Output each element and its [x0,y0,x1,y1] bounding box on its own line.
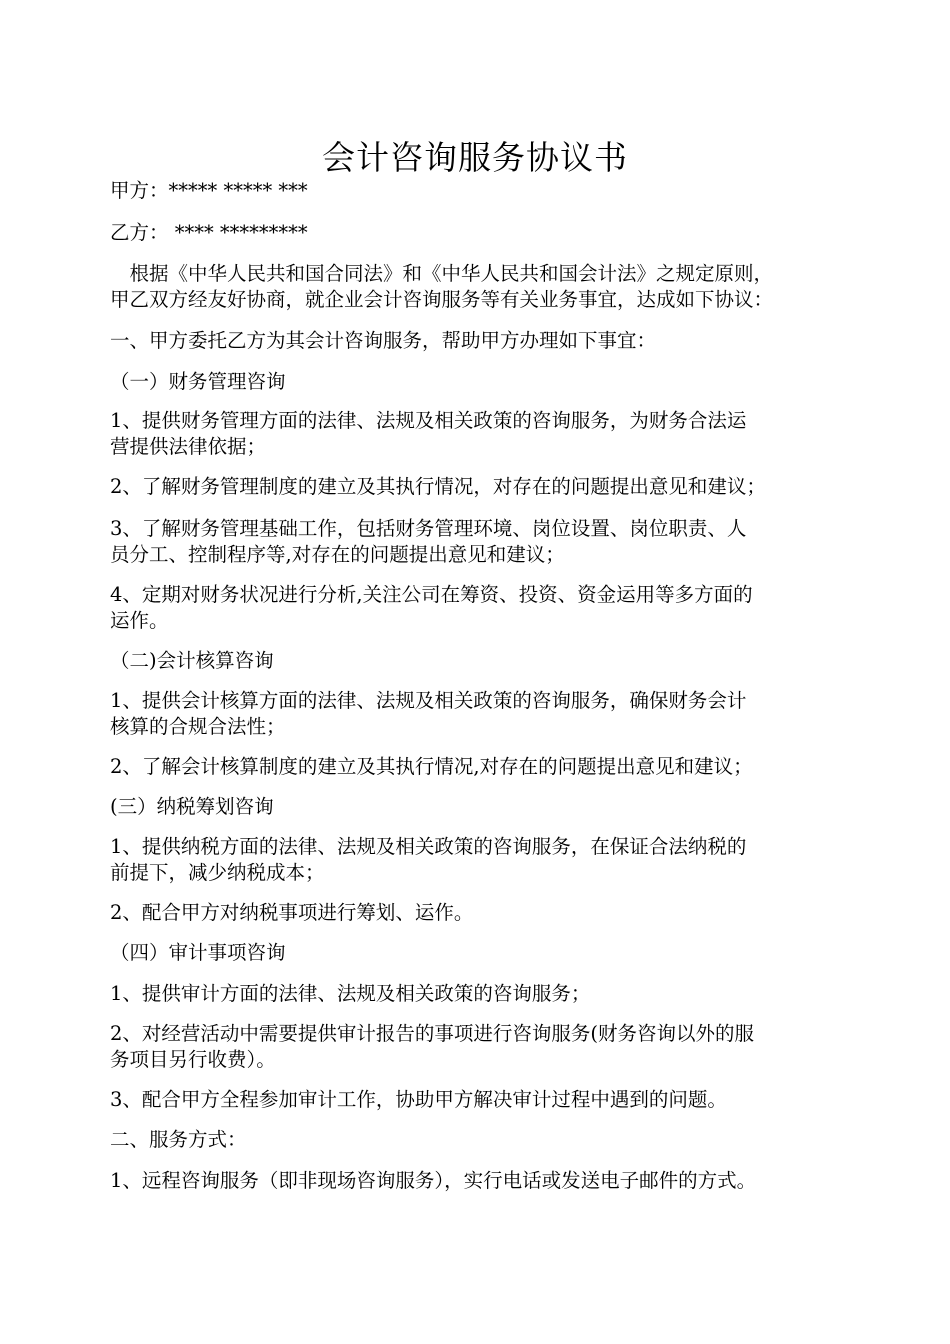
section-heading: 二、服务方式： [110,1128,247,1151]
clause-line: 1、远程咨询服务（即非现场咨询服务），实行电话或发送电子邮件的方式。 [110,1169,757,1192]
clause-line: 1、提供审计方面的法律、法规及相关政策的咨询服务； [110,982,591,1005]
clause-line: 1、提供纳税方面的法律、法规及相关政策的咨询服务，在保证合法纳税的 [110,835,747,858]
subsection-heading: （一）财务管理咨询 [110,370,286,393]
document-title: 会计咨询服务协议书 [322,138,628,178]
clause-line: 营提供法律依据； [110,435,267,458]
clause-line: 3、了解财务管理基础工作，包括财务管理环境、岗位设置、岗位职责、人 [110,517,747,540]
clause-line: 员分工、控制程序等,对存在的问题提出意见和建议； [110,543,565,566]
clause-line: 3、配合甲方全程参加审计工作，协助甲方解决审计过程中遇到的问题。 [110,1088,727,1111]
clause-line: 2、了解财务管理制度的建立及其执行情况，对存在的问题提出意见和建议； [110,475,766,498]
clause-line: 4、定期对财务状况进行分析,关注公司在筹资、投资、资金运用等多方面的 [110,583,753,606]
subsection-heading: （四）审计事项咨询 [110,941,286,964]
clause-line: 2、了解会计核算制度的建立及其执行情况,对存在的问题提出意见和建议； [110,755,753,778]
clause-line: 1、提供会计核算方面的法律、法规及相关政策的咨询服务，确保财务会计 [110,689,747,712]
clause-line: 运作。 [110,609,169,632]
party-b-line: 乙方： **** ********* [110,221,308,244]
subsection-heading: （二)会计核算咨询 [110,649,274,672]
party-a-line: 甲方：***** ***** *** [110,179,308,202]
preamble-line-2: 甲乙双方经友好协商，就企业会计咨询服务等有关业务事宜，达成如下协议： [110,288,774,311]
clause-line: 核算的合规合法性； [110,715,286,738]
clause-line: 1、提供财务管理方面的法律、法规及相关政策的咨询服务，为财务合法运 [110,409,747,432]
clause-line: 前提下，减少纳税成本； [110,861,325,884]
section-heading: 一、甲方委托乙方为其会计咨询服务，帮助甲方办理如下事宜： [110,329,657,352]
clause-line: 2、对经营活动中需要提供审计报告的事项进行咨询服务(财务咨询以外的服 [110,1022,755,1045]
clause-line: 务项目另行收费）。 [110,1048,276,1071]
clause-line: 2、配合甲方对纳税事项进行筹划、运作。 [110,901,474,924]
subsection-heading: (三）纳税筹划咨询 [110,795,274,818]
preamble-line-1: 根据《中华人民共和国合同法》和《中华人民共和国会计法》之规定原则， [110,262,774,285]
